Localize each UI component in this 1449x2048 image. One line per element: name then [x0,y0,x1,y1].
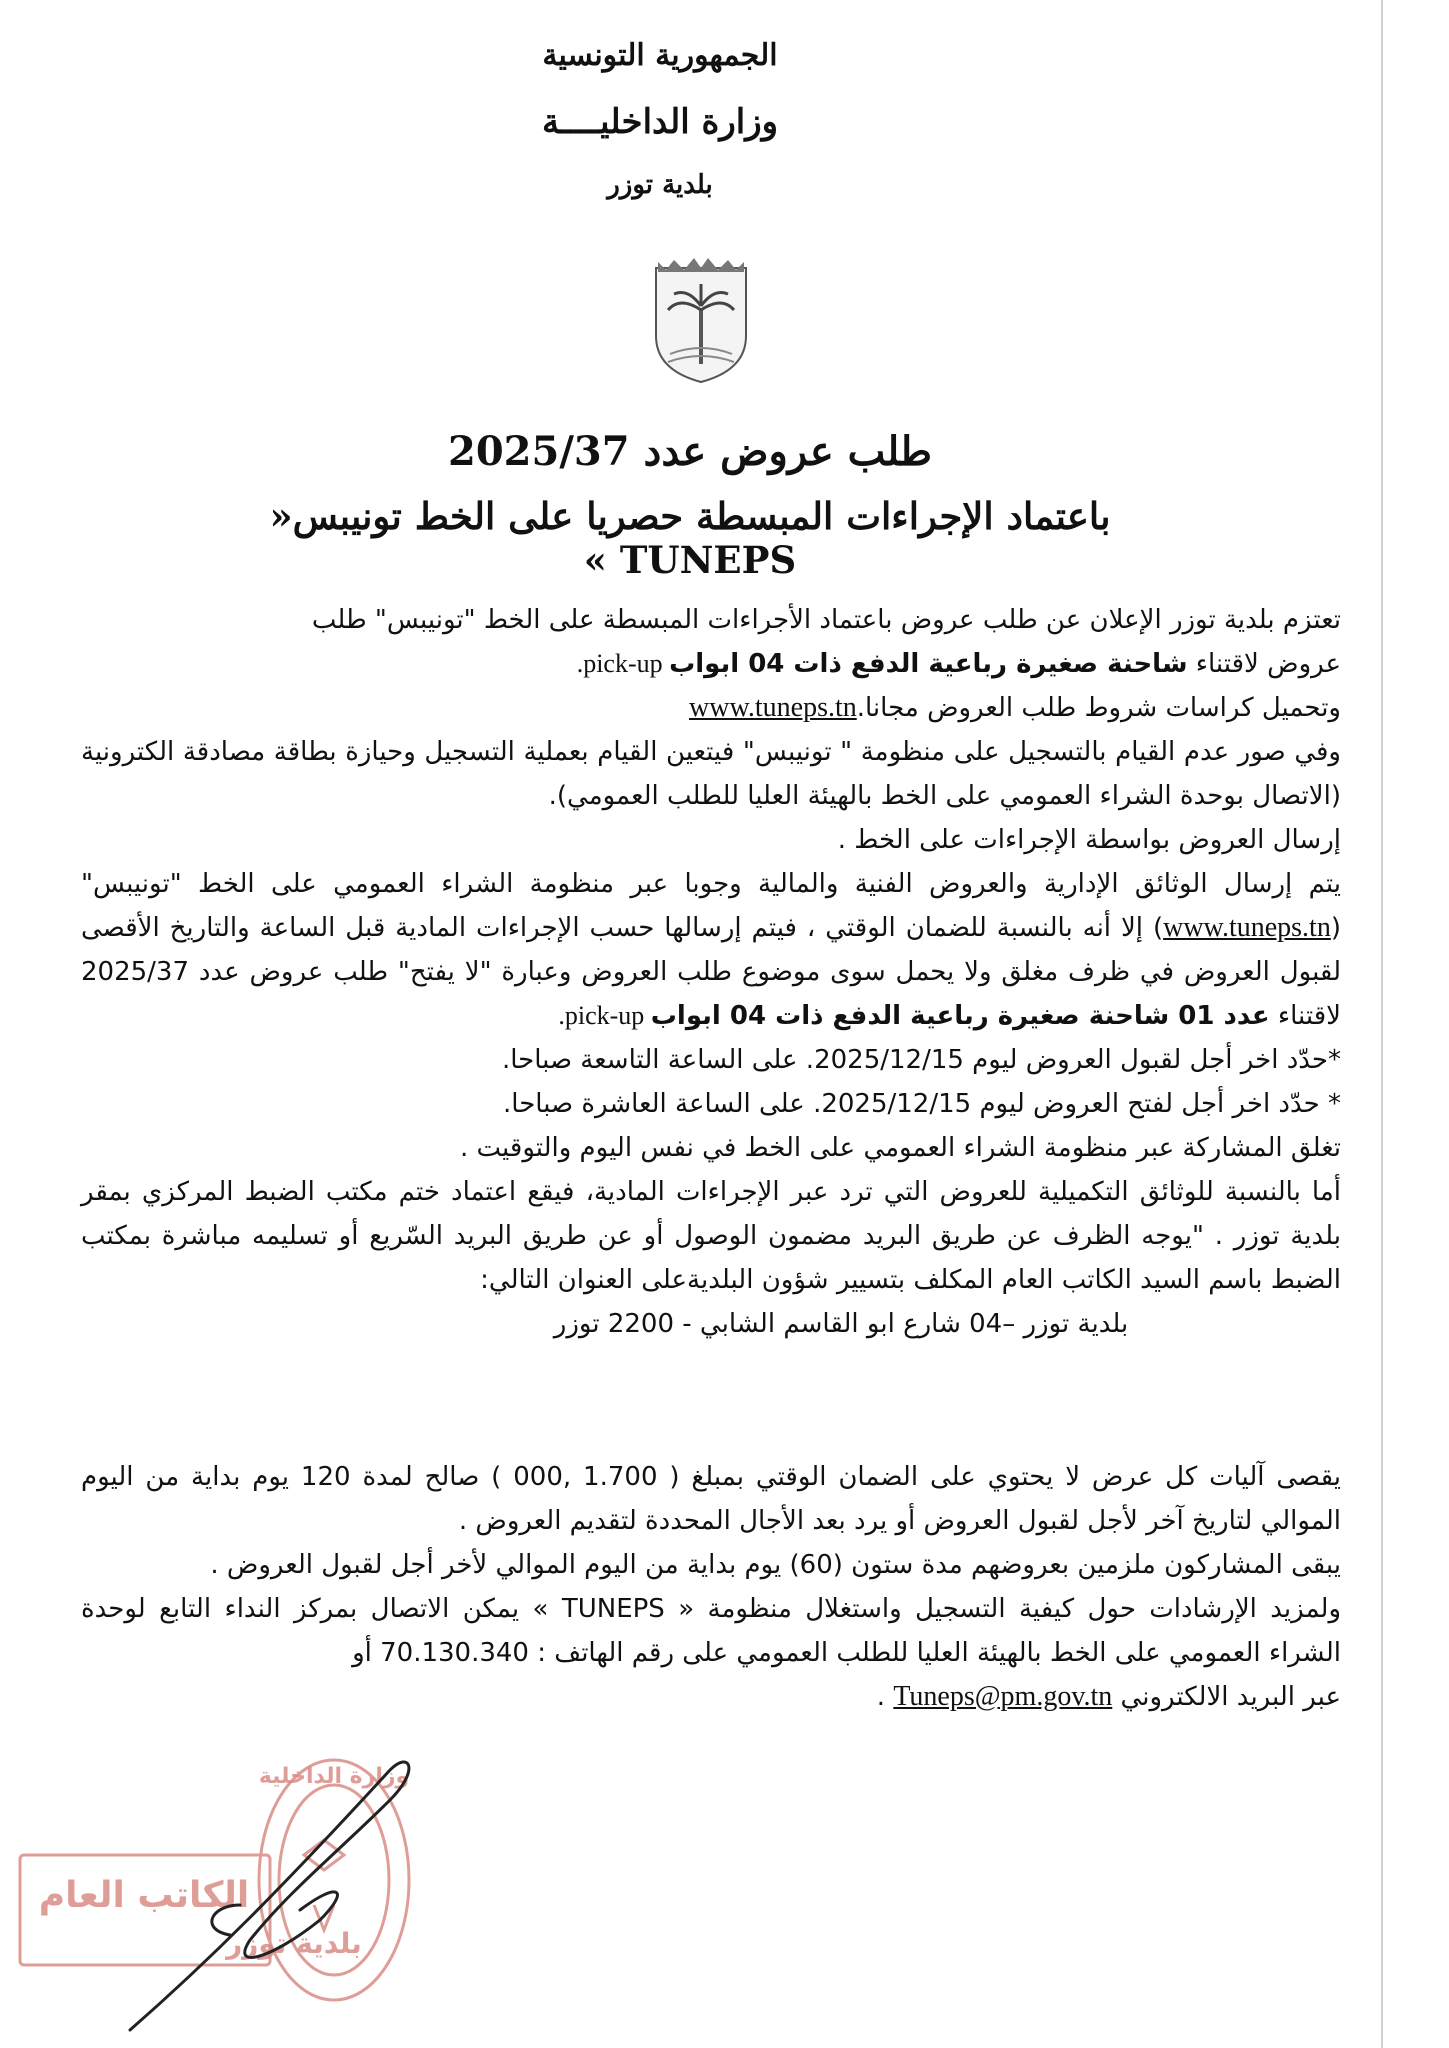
paragraph-validity: يبقى المشاركون ملزمين بعروضهم مدة ستون (60) يوم بداية من اليوم الموالي لأخر أجل لقبول العروض . [210,1550,1341,1580]
header-municipality: بلدية توزر [607,170,713,200]
paragraph-intro: تعتزم بلدية توزر الإعلان عن طلب عروض باعتماد الأجراءات المبسطة على الخط "تونيبس" طلب [311,605,1341,635]
paragraph-download [81,686,1341,730]
paragraph-email [81,1675,1341,1719]
header-republic: الجمهورية التونسية [542,38,778,73]
submission-text-a: يتم إرسال الوثائق الإدارية والعروض الفنية والمالية وجوبا عبر منظومة الشراء العمومي على الخط "تونيبس" ( [81,869,1341,943]
tender-title: طلب عروض عدد 2025/37 [447,428,933,475]
tuneps-link-2[interactable]: www.tuneps.tn [1163,912,1331,943]
paragraph-guarantee: يقصى آليات كل عرض لا يحتوي على الضمان الوقتي بمبلغ ( 1.700 ,000 ) صالح لمدة 120 يوم بداية من اليوم الموالي لتاريخ آخر لأجل لقبول العروض أو يرد بعد الأجال المحددة لتقديم العروض . [81,1462,1341,1536]
object-vehicle: شاحنة صغيرة رباعية الدفع ذات 04 ابواب [669,649,1188,679]
announcement-body [81,598,1341,1346]
address-line: بلدية توزر –04 شارع ابو القاسم الشابي - 2200 توزر [553,1309,1129,1339]
email-end: . [876,1682,894,1712]
object-pickup: pick-up. [576,649,670,678]
submission-vehicle: عدد 01 شاحنة صغيرة رباعية الدفع ذات 04 ابواب [650,1001,1270,1031]
announcement-conditions [81,1455,1341,1719]
stamp-text-top: وزارة الداخلية [258,1764,410,1789]
email-label: عبر البريد الالكتروني [1120,1682,1341,1712]
paragraph-registration: وفي صور عدم القيام بالتسجيل على منظومة " تونيبس" فيتعين القيام بعملية التسجيل وحيازة بطاقة مصادقة الكترونية (الاتصال بوحدة الشراء العمومي على الخط بالهيئة العليا للطلب العمومي). [81,737,1341,811]
municipal-crest-logo [650,258,752,384]
paragraph-object [81,642,1341,686]
download-text: وتحميل كراسات شروط طلب العروض مجانا. [856,693,1341,723]
paragraph-physical: أما بالنسبة للوثائق التكميلية للعروض التي ترد عبر الإجراءات المادية، فيقع اعتماد ختم مكتب الضبط المركزي بمقر بلدية توزر . "يوجه الظرف عن طريق البريد مضمون الوصول أو عن طريق البريد السّريع أو تسليمه مباشرة بمكتب الضبط باسم السيد الكاتب العام المكلف بتسيير شؤون البلديةعلى العنوان التالي: [81,1177,1341,1295]
tender-subtitle: باعتماد الإجراءات المبسطة حصريا على الخط تونيبس« TUNEPS » [269,494,1111,582]
deadline-opening: * حدّد اخر أجل لفتح العروض ليوم 2025/12/15. على الساعة العاشرة صباحا. [503,1089,1341,1119]
deadline-receipt: *حدّد اخر أجل لقبول العروض ليوم 2025/12/15. على الساعة التاسعة صباحا. [501,1045,1341,1075]
page-edge-line [1381,0,1383,2048]
tuneps-link[interactable]: www.tuneps.tn [689,692,857,723]
signature-image [90,1730,450,2040]
email-link[interactable]: Tuneps@pm.gov.tn [893,1681,1113,1712]
stamp-text-bottom: بلدية توزر [226,1927,362,1960]
paragraph-closing: تغلق المشاركة عبر منظومة الشراء العمومي على الخط في نفس اليوم والتوقيت . [459,1133,1341,1163]
paragraph-contact: ولمزيد الإرشادات حول كيفية التسجيل واستغلال منظومة « TUNEPS » يمكن الاتصال بمركز النداء التابع لوحدة الشراء العمومي على الخط بالهيئة العليا للطلب العمومي على رقم الهاتف : 70.130.340 أو [81,1594,1342,1668]
paragraph-submission [81,862,1341,1038]
submission-pickup: pick-up. [558,1001,651,1030]
paragraph-submission-title: إرسال العروض بواسطة الإجراءات على الخط . [837,825,1341,855]
stamp-text-mid: الكاتب العام [38,1875,250,1916]
object-text: عروض لاقتناء [1187,649,1341,679]
submission-text-b: ) إلا أنه بالنسبة للضمان الوقتي ، فيتم إرسالها حسب الإجراءات المادية قبل الساعة والتاريخ الأقصى لقبول العروض في ظرف مغلق ولا يحمل سوى موضوع طلب العروض وعبارة "لا يفتح" طلب عروض عدد 2025/37 لاقتناء [81,913,1341,1031]
header-ministry: وزارة الداخليــــة [541,102,779,142]
